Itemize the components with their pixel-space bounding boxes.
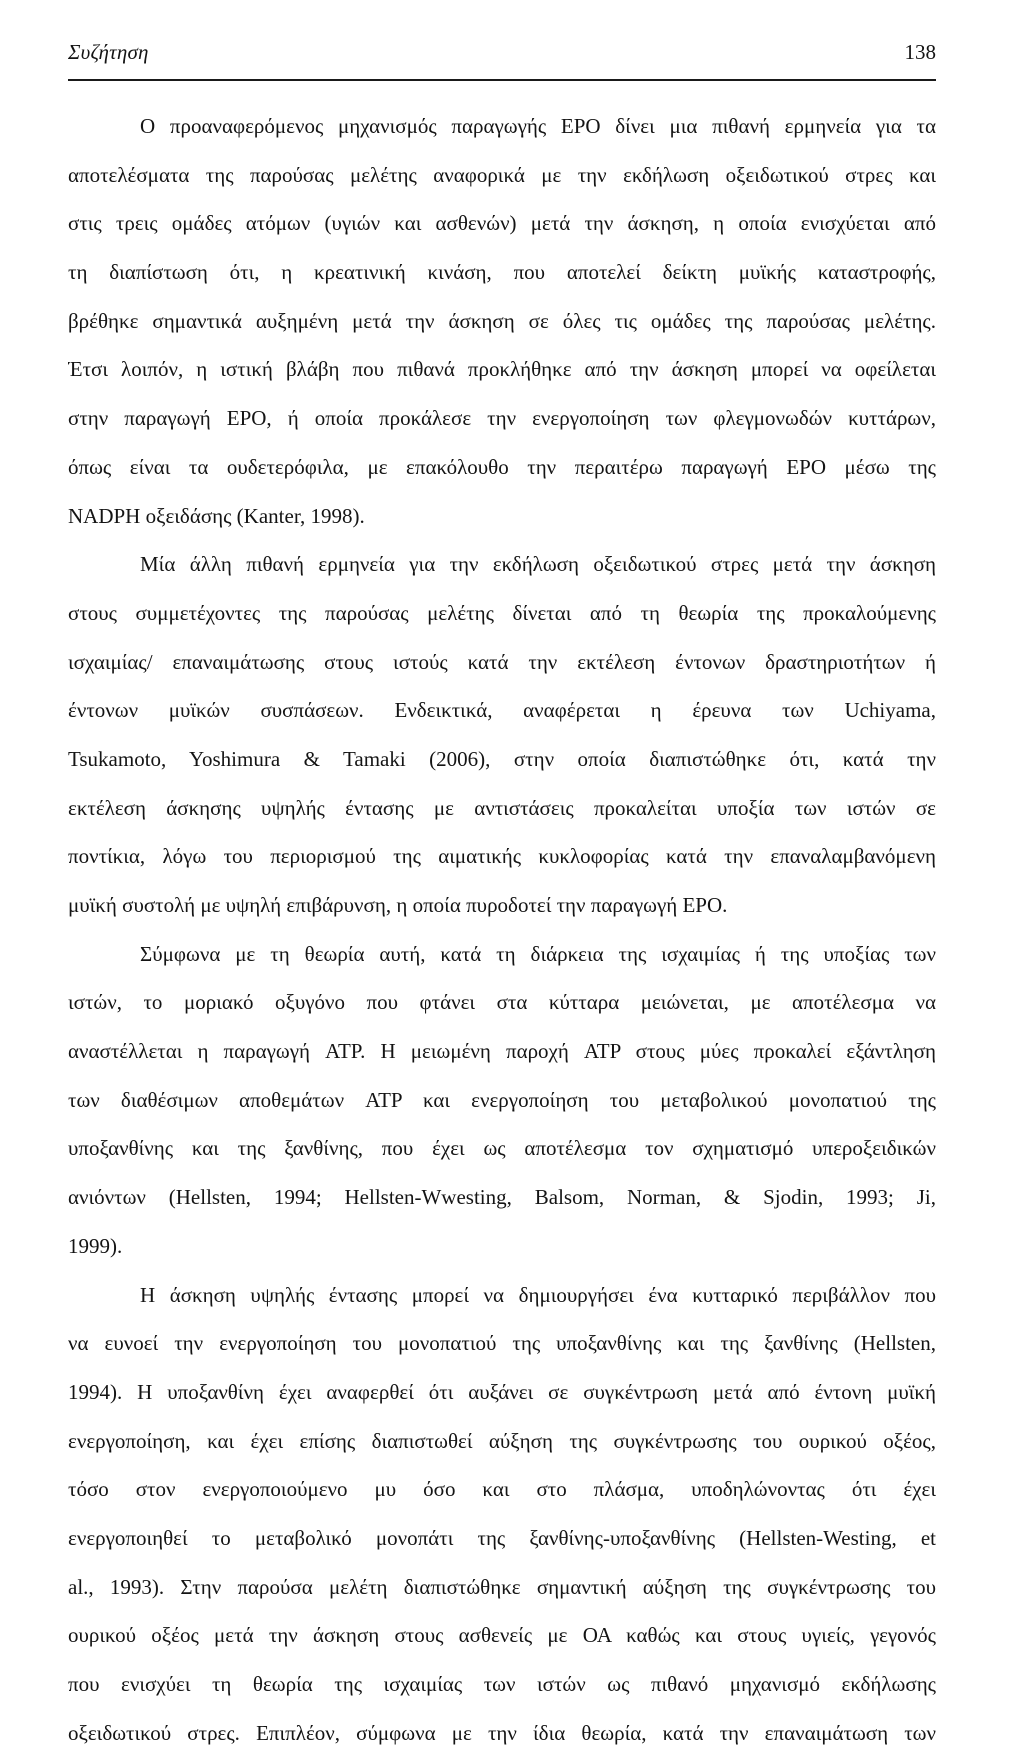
body-text	[68, 108, 936, 1763]
text-line: αναστέλλεται η παραγωγή ATP. Η μειωμένη παροχή ATP στους μύες προκαλεί εξάντληση	[68, 1039, 936, 1064]
text-line: NADPH οξειδάσης (Kanter, 1998).	[68, 503, 365, 528]
text-line: μυϊκή συστολή με υψηλή επιβάρυνση, η οποία πυροδοτεί την παραγωγή EPO.	[68, 893, 728, 917]
text-line: 1994). Η υποξανθίνη έχει αναφερθεί ότι αυξάνει σε συγκέντρωση μετά από έντονη μυϊκή	[68, 1379, 936, 1404]
text-line: αποτελέσματα της παρούσας μελέτης αναφορικά με την εκδήλωση οξειδωτικού στρες και	[68, 162, 936, 187]
text-line: όπως είναι τα ουδετερόφιλα, με επακόλουθο την περαιτέρω παραγωγή EPO μέσω της	[68, 454, 936, 479]
text-line: al., 1993). Στην παρούσα μελέτη διαπιστώθηκε σημαντική αύξηση της συγκέντρωσης του	[68, 1574, 936, 1599]
text-line: Η άσκηση υψηλής έντασης μπορεί να δημιουργήσει ένα κυτταρικό περιβάλλον που	[140, 1282, 936, 1307]
text-line: εκτέλεση άσκησης υψηλής έντασης με αντιστάσεις προκαλείται υποξία των ιστών σε	[68, 795, 936, 820]
text-line: Σύμφωνα με τη θεωρία αυτή, κατά τη διάρκεια της ισχαιμίας ή της υποξίας των	[140, 941, 936, 966]
section-title: Συζήτηση	[68, 40, 149, 64]
text-line: Ο προαναφερόμενος μηχανισμός παραγωγής EPO δίνει μια πιθανή ερμηνεία για τα	[140, 114, 936, 138]
text-line: Έτσι λοιπόν, η ιστική βλάβη που πιθανά προκλήθηκε από την άσκηση μπορεί να οφείλεται	[68, 357, 936, 382]
text-line: Tsukamoto, Yoshimura & Tamaki (2006), στην οποία διαπιστώθηκε ότι, κατά την	[68, 746, 936, 771]
text-line: τη διαπίστωση ότι, η κρεατινική κινάση, που αποτελεί δείκτη μυϊκής καταστροφής,	[68, 260, 936, 285]
running-header	[68, 40, 936, 76]
text-line: ιστών, το μοριακό οξυγόνο που φτάνει στα κύτταρα μειώνεται, με αποτέλεσμα να	[68, 990, 936, 1015]
header-rule	[68, 79, 936, 81]
text-line: στην παραγωγή EPO, ή οποία προκάλεσε την ενεργοποίηση των φλεγμονωδών κυττάρων,	[68, 406, 936, 431]
text-line: ισχαιμίας/ επαναιμάτωσης στους ιστούς κατά την εκτέλεση έντονων δραστηριοτήτων ή	[68, 649, 936, 674]
text-line: που ενισχύει τη θεωρία της ισχαιμίας των ιστών ως πιθανό μηχανισμό εκδήλωσης	[68, 1672, 936, 1696]
text-line: ουρικού οξέος μετά την άσκηση στους ασθενείς με ΟΑ καθώς και στους υγιείς, γεγονός	[68, 1623, 936, 1648]
text-line: υποξανθίνης και της ξανθίνης, που έχει ως αποτέλεσμα τον σχηματισμό υπεροξειδικών	[68, 1136, 936, 1161]
page-number: 138	[904, 40, 936, 64]
text-line: στους συμμετέχοντες της παρούσας μελέτης δίνεται από τη θεωρία της προκαλούμενης	[68, 600, 936, 625]
text-line: τόσο στον ενεργοποιούμενο μυ όσο και στο πλάσμα, υποδηλώνοντας ότι έχει	[68, 1477, 936, 1502]
text-line: ενεργοποίηση, και έχει επίσης διαπιστωθεί αύξηση της συγκέντρωσης του ουρικού οξέος,	[68, 1428, 936, 1453]
text-line: έντονων μυϊκών συσπάσεων. Ενδεικτικά, αναφέρεται η έρευνα των Uchiyama,	[68, 698, 936, 723]
text-line: 1999).	[68, 1233, 123, 1258]
text-line: να ευνοεί την ενεργοποίηση του μονοπατιού της υποξανθίνης και της ξανθίνης (Hellsten,	[68, 1331, 936, 1356]
text-line: Μία άλλη πιθανή ερμηνεία για την εκδήλωση οξειδωτικού στρες μετά την άσκηση	[140, 552, 936, 577]
text-line: στις τρεις ομάδες ατόμων (υγιών και ασθενών) μετά την άσκηση, η οποία ενισχύεται από	[68, 211, 936, 236]
text-line: βρέθηκε σημαντικά αυξημένη μετά την άσκηση σε όλες τις ομάδες της παρούσας μελέτης.	[68, 308, 936, 333]
text-line: ποντίκια, λόγω του περιορισμού της αιματικής κυκλοφορίας κατά την επαναλαμβανόμενη	[68, 844, 936, 869]
text-line: των διαθέσιμων αποθεμάτων ATP και ενεργοποίηση του μεταβολικού μονοπατιού της	[68, 1087, 936, 1112]
text-line: ανιόντων (Hellsten, 1994; Hellsten-Wwesting, Balsom, Norman, & Sjodin, 1993; Ji,	[68, 1185, 936, 1210]
text-line: οξειδωτικού στρες. Επιπλέον, σύμφωνα με την ίδια θεωρία, κατά την επαναιμάτωση των	[68, 1720, 936, 1745]
text-line: ενεργοποιηθεί το μεταβολικό μονοπάτι της ξανθίνης-υποξανθίνης (Hellsten-Westing, et	[68, 1525, 936, 1550]
